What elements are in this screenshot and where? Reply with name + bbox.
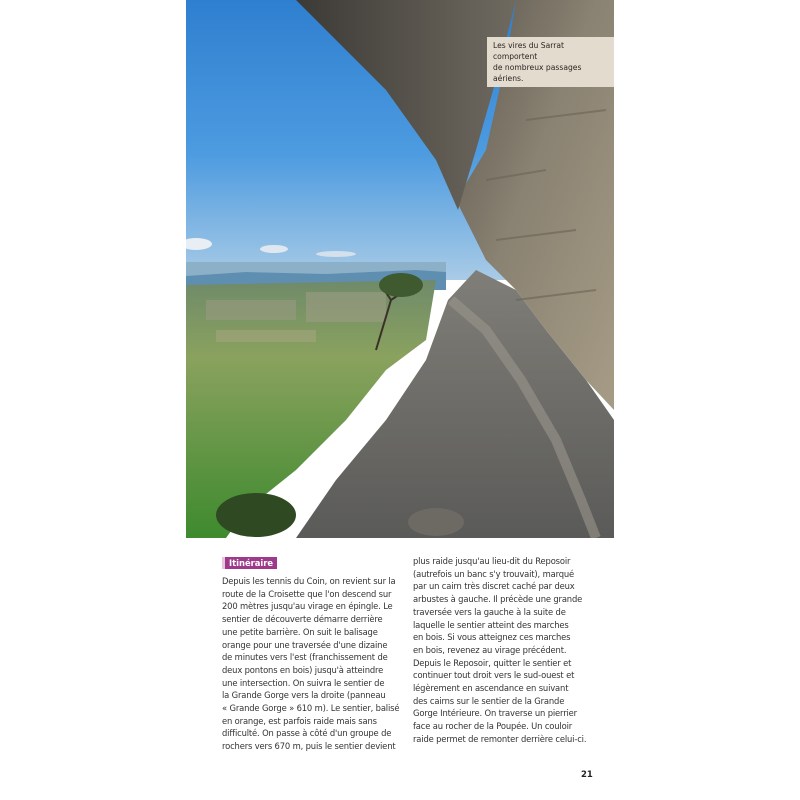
photo-caption: Les vires du Sarrat comportent de nombreux passages aériens. (487, 37, 614, 87)
text-line: par un cairn très discret caché par deux (413, 581, 575, 592)
text-line: Depuis le Reposoir, quitter le sentier et (413, 657, 572, 668)
text-line: difficulté. On passe à côté d'un groupe de (222, 728, 392, 739)
text-line: rochers vers 670 m, puis le sentier devient (222, 741, 396, 752)
text-line: des cairns sur le sentier de la Grande (413, 695, 565, 706)
text-line: Gorge Intérieure. On traverse un pierrier (413, 708, 577, 719)
text-line: deux pontons en bois) jusqu'à atteindre (222, 664, 384, 675)
section-heading-badge: Itinéraire (222, 557, 277, 569)
text-line: route de la Croisette que l'on descend sur (222, 588, 392, 599)
text-line: plus raide jusqu'au lieu-dit du Reposoir (413, 556, 571, 566)
text-line: continuer tout droit vers le sud-ouest et (413, 670, 575, 681)
text-line: en orange, est parfois raide mais sans (222, 715, 377, 726)
text-line: en bois. Si vous atteignez ces marches (413, 632, 571, 643)
text-line: en bois, revenez au virage précédent. (413, 644, 567, 655)
text-line: orange pour une traversée d'une dizaine (222, 639, 388, 650)
text-line: Depuis les tennis du Coin, on revient sur la (222, 576, 396, 586)
text-line: (autrefois un banc s'y trouvait), marqué (413, 568, 575, 579)
text-line: légèrement en ascendance en suivant (413, 683, 569, 694)
text-line: de minutes vers l'est (franchissement de (222, 652, 388, 663)
text-line: la Grande Gorge vers la droite (panneau (222, 690, 386, 701)
text-line: laquelle le sentier atteint des marches (413, 619, 569, 630)
text-line: raide permet de remonter derrière celui-ci. (413, 733, 587, 744)
text-line: sentier de découverte démarre derrière (222, 614, 383, 625)
body-text-right-column (413, 555, 593, 746)
text-line: une petite barrière. On suit le balisage (222, 626, 378, 637)
text-line: face au rocher de la Poupée. Un couloir (413, 721, 573, 732)
text-line: une intersection. On suivra le sentier de (222, 677, 385, 688)
text-line: « Grande Gorge » 610 m). Le sentier, balisé (222, 703, 400, 714)
page-number: 21 (581, 770, 593, 780)
text-line: 200 mètres jusqu'au virage en épingle. Le (222, 601, 393, 612)
text-line: arbustes à gauche. Il précède une grande (413, 594, 583, 605)
text-line: traversée vers la gauche à la suite de (413, 606, 566, 617)
body-text-left-column (222, 575, 398, 753)
